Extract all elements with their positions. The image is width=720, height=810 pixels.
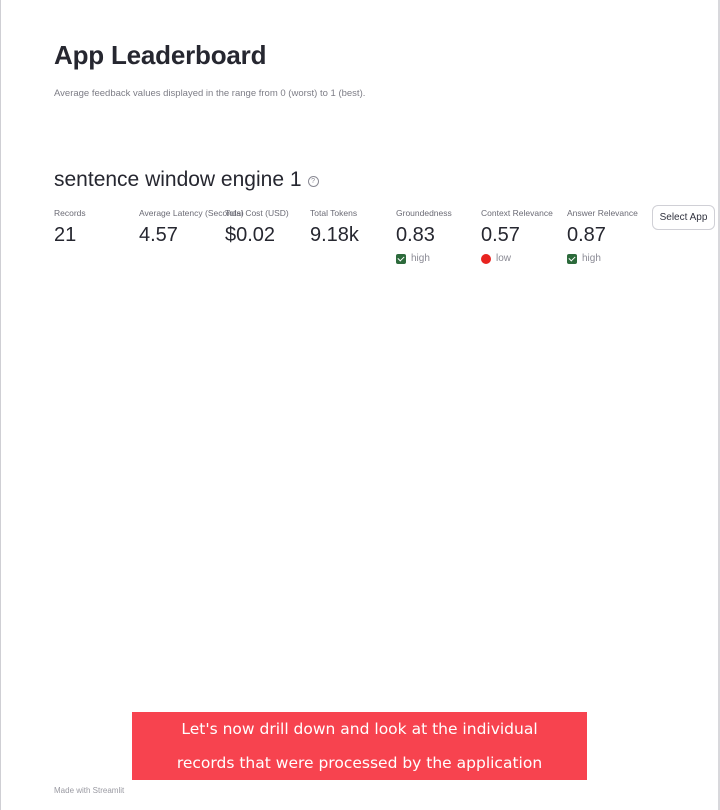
delta-label: low — [496, 253, 512, 264]
metric-average-latency — [139, 208, 244, 247]
metric-label: Total Tokens — [310, 208, 358, 218]
metric-value: 0.83 — [396, 224, 435, 246]
metric-total-cost — [225, 208, 289, 247]
metric-value: $0.02 — [225, 224, 276, 246]
delta-label: high — [582, 253, 601, 264]
metric-total-tokens — [310, 208, 359, 247]
metric-value: 0.87 — [567, 224, 606, 246]
metric-delta — [396, 253, 452, 264]
metric-context-relevance — [481, 208, 553, 264]
metric-records — [54, 208, 86, 247]
caption-line-2: records that were processed by the application — [176, 754, 543, 772]
metric-value: 21 — [54, 224, 77, 246]
video-caption — [132, 712, 587, 780]
green-check-icon — [567, 254, 577, 264]
window-left-border — [0, 0, 1, 810]
metric-label: Answer Relevance — [567, 208, 638, 218]
metric-groundedness — [396, 208, 452, 264]
metric-label: Average Latency (Seconds) — [139, 208, 244, 218]
delta-label: high — [411, 253, 430, 264]
app-header — [54, 168, 319, 192]
metric-label: Context Relevance — [481, 208, 553, 218]
page-subtitle: Average feedback values displayed in the range from 0 (worst) to 1 (best). — [54, 88, 366, 99]
metric-value: 0.57 — [481, 224, 520, 246]
metric-label: Records — [54, 208, 86, 218]
red-circle-icon — [481, 254, 491, 264]
page-title: App Leaderboard — [54, 40, 267, 70]
metric-answer-relevance — [567, 208, 638, 264]
metric-delta — [481, 253, 553, 264]
green-check-icon — [396, 254, 406, 264]
metric-value: 9.18k — [310, 224, 359, 246]
metric-value: 4.57 — [139, 224, 178, 246]
caption-line-1: Let's now drill down and look at the individual — [181, 720, 538, 738]
metric-label: Total Cost (USD) — [225, 208, 289, 218]
select-app-button[interactable]: Select App — [652, 205, 715, 230]
made-with-streamlit-link[interactable]: Made with Streamlit — [54, 786, 125, 795]
metric-label: Groundedness — [396, 208, 452, 218]
app-name: sentence window engine 1 — [54, 168, 302, 191]
help-icon[interactable]: ? — [308, 176, 319, 187]
metric-delta — [567, 253, 638, 264]
